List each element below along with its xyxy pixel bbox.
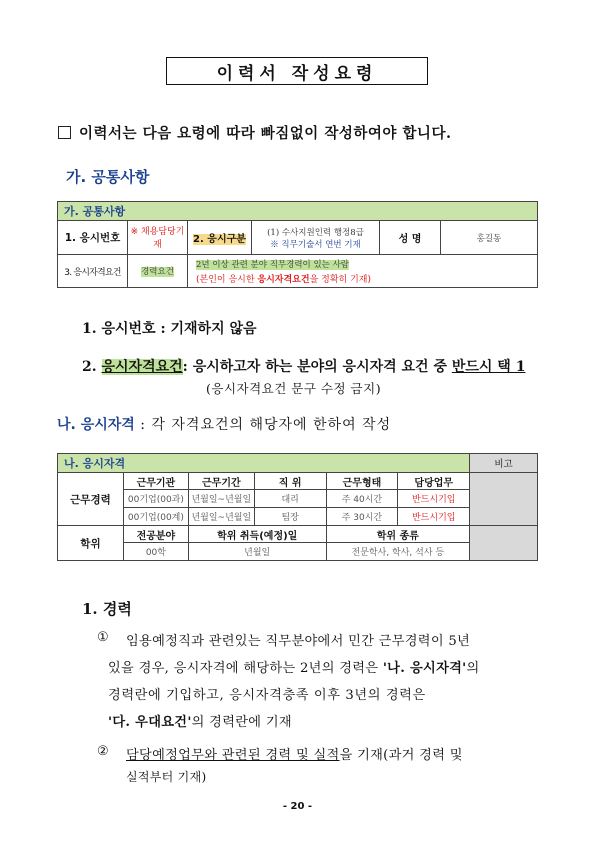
career-p2-num: ②	[97, 744, 110, 759]
career-p2-underline: 담당예정업무와 관련된 경력 및 실적	[126, 748, 340, 763]
degree-label: 학위	[58, 526, 124, 561]
exam-category-handwritten: (1) 수사지원인력 행정8급	[267, 227, 364, 238]
item-qualification-num: 2.	[82, 359, 97, 375]
career-heading: 1. 경력	[82, 600, 132, 618]
table-title: 가. 공통사항	[58, 202, 538, 221]
section-a-heading: 가. 공통사항	[66, 168, 150, 186]
work-header: 담당업무	[398, 473, 470, 490]
remarks-header: 비고	[470, 454, 538, 473]
career-p1-num: ①	[97, 630, 110, 645]
section-b-heading	[57, 414, 391, 434]
intro-line	[58, 122, 452, 143]
table-b-title: 나. 응시자격	[58, 454, 470, 473]
work-header: 근무기간	[188, 473, 254, 490]
qualification-type	[128, 255, 188, 288]
degree-cell: 00학	[123, 543, 188, 561]
checkbox-icon	[58, 126, 71, 139]
work-cell: 년월일~년월일	[188, 508, 254, 526]
exam-category-value	[252, 221, 380, 255]
career-p2-line1	[126, 744, 463, 763]
work-header: 직 위	[254, 473, 326, 490]
career-p2-line2: 실적부터 기재)	[126, 770, 207, 784]
degree-header: 전공분야	[123, 526, 188, 543]
degree-cell: 년월일	[188, 543, 326, 561]
exam-category-note: ※ 직무기술서 연번 기재	[270, 239, 361, 250]
degree-header: 학위 취득(예정)일	[188, 526, 326, 543]
page-number: - 20 -	[282, 801, 313, 812]
section-b-heading-rest: : 각 자격요건의 해당자에 한하여 작성	[134, 417, 392, 433]
career-p1-line1: 임용예정직과 관련있는 직무분야에서 민간 근무경력이 5년	[126, 634, 471, 649]
work-cell: 주 40시간	[326, 490, 398, 508]
exam-number-note: ※ 채용담당기재	[128, 221, 188, 255]
exam-category-text: 2. 응시구분	[193, 234, 246, 245]
work-header: 근무형태	[326, 473, 398, 490]
common-info-table	[57, 201, 538, 288]
item-exam-number: 1. 응시번호 : 기재하지 않음	[82, 321, 257, 337]
exam-number-label: 1. 응시번호	[58, 221, 128, 255]
work-cell: 00기업(00계)	[123, 508, 188, 526]
item-qualification-sub: (응시자격요건 문구 수정 금지)	[206, 381, 382, 396]
item-qualification-highlight: 응시자격요건	[101, 359, 183, 375]
work-cell: 주 30시간	[326, 508, 398, 526]
career-p2-rest: 을 기재(과거 경력 및	[339, 748, 463, 763]
career-p1-line2c: 의	[466, 661, 480, 676]
intro-text: 이력서는 다음 요령에 따라 빠짐없이 작성하여야 합니다.	[79, 125, 452, 142]
section-b-heading-bold: 나. 응시자격	[57, 417, 135, 433]
career-p1-line4	[108, 711, 292, 730]
qualification-line1: 2년 이상 관련 분야 직무경력이 있는 사람	[196, 259, 349, 270]
name-value: 홍길동	[441, 221, 538, 255]
work-cell: 00기업(00과)	[123, 490, 188, 508]
name-label: 성 명	[380, 221, 441, 255]
career-p1-line2a: 있을 경우, 응시자격에 해당하는 2년의 경력은	[108, 661, 383, 676]
qualification-line2-bold: 응시자격요건	[257, 274, 310, 285]
qualification-table	[57, 453, 538, 561]
document-title: 이력서 작성요령	[166, 57, 428, 85]
item-qualification-text: : 응시하고자 하는 분야의 응시자격 요건 중	[182, 359, 452, 375]
item-qualification	[82, 356, 525, 376]
qualification-detail	[188, 255, 538, 288]
work-cell: 반드시기입	[398, 508, 470, 526]
qualification-line2-post: 을 정확히 기재)	[309, 274, 371, 285]
remarks-cell	[470, 526, 538, 561]
item-qualification-underline: 반드시 택 1	[451, 359, 526, 375]
qualification-line2-pre: (본인이 응시한	[196, 274, 258, 285]
remarks-cell	[470, 473, 538, 526]
degree-cell: 전문학사, 학사, 석사 등	[326, 543, 470, 561]
qualification-label: 3. 응시자격요건	[58, 255, 128, 288]
work-cell: 팀장	[254, 508, 326, 526]
work-cell: 반드시기입	[398, 490, 470, 508]
work-label: 근무경력	[58, 473, 124, 526]
degree-header: 학위 종류	[326, 526, 470, 543]
career-p1-line3: 경력란에 기입하고, 응시자격충족 이후 3년의 경력은	[108, 688, 426, 703]
work-cell: 대리	[254, 490, 326, 508]
career-p1-line2-bold: '나. 응시자격'	[382, 661, 467, 676]
career-p1-line4-bold: '다. 우대요건'	[108, 715, 192, 730]
career-p1-line4b: 의 경력란에 기재	[191, 715, 292, 730]
qualification-type-text: 경력요건	[141, 267, 174, 277]
work-header: 근무기관	[123, 473, 188, 490]
work-cell: 년월일~년월일	[188, 490, 254, 508]
career-p1-line2	[108, 657, 480, 676]
exam-category-label	[188, 221, 252, 255]
